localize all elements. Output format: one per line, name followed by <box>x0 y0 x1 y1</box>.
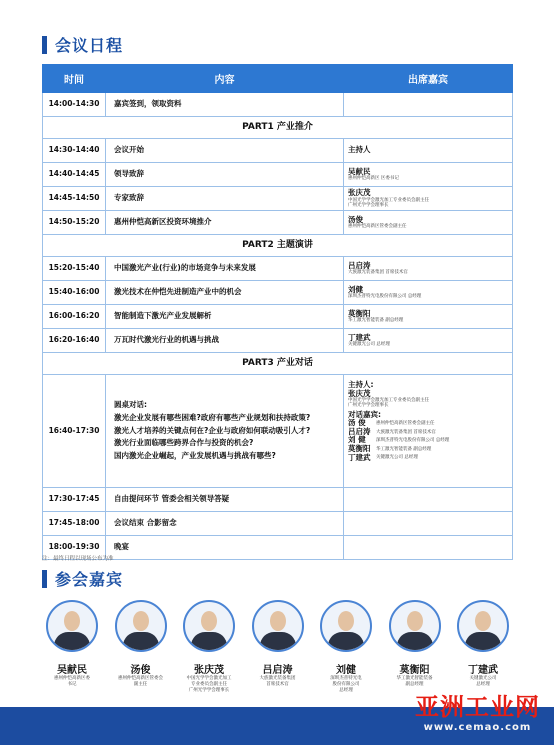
dialogue-guest-name: 吕启涛 <box>348 426 371 436</box>
table-row <box>43 512 513 536</box>
photo-body <box>465 632 501 652</box>
speaker-name: 刘健 <box>336 665 356 676</box>
part-heading: PART1 产业推介 <box>43 117 513 139</box>
header-content: 内容 <box>106 65 344 93</box>
watermark <box>415 687 540 733</box>
guest-title: 关键激光公司 总经理 <box>348 342 390 348</box>
roundtable-question: 国内激光企业崛起，产业发展机遇与挑战有哪些? <box>114 451 276 461</box>
part-row <box>43 235 513 257</box>
row-time: 16:20-16:40 <box>43 329 106 353</box>
row-content: 中国激光产业(行业)的市场竞争与未来发展 <box>106 257 344 281</box>
photo-head <box>270 611 286 631</box>
speaker-card <box>40 600 104 694</box>
table-header-row <box>43 65 513 93</box>
row-content: 智能制造下激光产业发展解析 <box>106 305 344 329</box>
agenda-body <box>43 93 513 560</box>
speaker-title: 华工激光智能装备 副总经理 <box>396 676 433 687</box>
host-label: 主持人: <box>348 380 374 389</box>
table-row <box>43 139 513 163</box>
part-heading: PART2 主题演讲 <box>43 235 513 257</box>
row-guest <box>344 281 513 305</box>
host-title: 中国光学学会激光加工专业委员会副主任 广州光学学会理事长 <box>348 398 429 409</box>
row-time: 16:00-16:20 <box>43 305 106 329</box>
title-bar-decoration <box>42 570 47 588</box>
guest-name: 莫衡阳 <box>348 308 371 318</box>
row-guest <box>344 163 513 187</box>
guest-title: 华工激光智能装备 副总经理 <box>348 318 404 324</box>
speaker-name: 丁建武 <box>468 665 498 676</box>
row-time: 15:20-15:40 <box>43 257 106 281</box>
row-time: 17:45-18:00 <box>43 512 106 536</box>
table-row <box>43 488 513 512</box>
guest-title: 大族激光装备集团 首席技术官 <box>348 270 408 276</box>
table-row <box>43 211 513 235</box>
watermark-url: www.cemao.com <box>423 722 532 733</box>
speaker-photo <box>320 600 372 652</box>
row-content: 嘉宾签到，领取资料 <box>106 93 344 117</box>
dialogue-guest-name: 汤 俊 <box>348 418 366 428</box>
title-bar-decoration <box>42 36 47 54</box>
watermark-logo: 亚洲工业网 <box>415 693 540 721</box>
guest-name: 汤俊 <box>348 214 363 224</box>
row-content: 专家致辞 <box>106 187 344 211</box>
agenda-title: 会议日程 <box>55 36 124 55</box>
row-content: 晚宴 <box>106 536 344 560</box>
speaker-photo <box>46 600 98 652</box>
part-row <box>43 353 513 375</box>
table-row <box>43 257 513 281</box>
photo-body <box>397 632 433 652</box>
roundtable-question: 激光行业面临哪些跨界合作与投资的机会? <box>114 438 254 448</box>
photo-head <box>64 611 80 631</box>
agenda-section-title <box>42 33 123 56</box>
guest-name: 吴献民 <box>348 166 371 176</box>
dialogue-guest-title: 华工激光智能装备 副总经理 <box>376 446 432 452</box>
guest-title: 惠州仲恺高新区管委会副主任 <box>348 224 407 230</box>
row-content: 会议结束 合影留念 <box>106 512 344 536</box>
row-content: 激光技术在仲恺先进制造产业中的机会 <box>106 281 344 305</box>
table-row <box>43 329 513 353</box>
speaker-photo <box>389 600 441 652</box>
speaker-title: 惠州仲恺高新区管委会 副主任 <box>118 676 163 687</box>
speakers-title: 参会嘉宾 <box>55 570 124 589</box>
row-content: 领导致辞 <box>106 163 344 187</box>
speaker-card <box>314 600 378 694</box>
guest-name: 张庆茂 <box>348 188 371 198</box>
guest-title: 惠州仲恺高新区 区委书记 <box>348 176 399 182</box>
photo-body <box>191 632 227 652</box>
dialogue-guest <box>348 419 508 428</box>
row-guest <box>344 305 513 329</box>
photo-head <box>201 611 217 631</box>
host-name: 张庆茂 <box>348 388 371 398</box>
speaker-name: 莫衡阳 <box>399 665 430 676</box>
guest-title: 深圳杰普特光电股份有限公司 总经理 <box>348 294 422 300</box>
guest-title: 中国光学学会激光加工专业委员会副主任 广州光学学会理事长 <box>348 197 429 208</box>
photo-head <box>133 611 149 631</box>
photo-body <box>328 632 364 652</box>
row-time: 14:45-14:50 <box>43 187 106 211</box>
speaker-photo <box>183 600 235 652</box>
roundtable-guests <box>344 375 513 488</box>
photo-head <box>475 611 491 631</box>
row-guest <box>344 512 513 536</box>
dialogue-guest-name: 刘 健 <box>348 435 366 445</box>
row-time: 14:50-15:20 <box>43 211 106 235</box>
row-time: 18:00-19:30 <box>43 536 106 560</box>
dialogue-guest-name: 莫衡阳 <box>348 444 371 454</box>
speaker-name: 张庆茂 <box>194 665 224 676</box>
speakers-row <box>40 600 515 694</box>
speaker-card <box>246 600 310 694</box>
dialogue-guest <box>348 454 508 463</box>
roundtable-question: 激光人才培养的关键点何在?企业与政府如何联动吸引人才? <box>114 425 311 435</box>
row-guest <box>344 187 513 211</box>
dialogue-guest-title: 惠州仲恺高新区管委会副主任 <box>376 420 435 426</box>
row-time: 17:30-17:45 <box>43 488 106 512</box>
speaker-title: 大族激光装备集团 首席技术官 <box>259 676 296 687</box>
dialogue-guest <box>348 445 508 454</box>
speaker-photo <box>252 600 304 652</box>
row-guest <box>344 211 513 235</box>
row-time: 15:40-16:00 <box>43 281 106 305</box>
guest-name: 丁建武 <box>348 332 371 342</box>
row-time: 16:40-17:30 <box>43 375 106 488</box>
photo-body <box>123 632 159 652</box>
speaker-title: 惠州仲恺高新区委 书记 <box>54 676 90 687</box>
row-guest <box>344 536 513 560</box>
speaker-title: 中国光学学会激光加工 专业委员会副主任 广州光学学会理事长 <box>186 676 232 693</box>
photo-head <box>338 611 354 631</box>
row-content: 万瓦时代激光行业的机遇与挑战 <box>106 329 344 353</box>
row-guest <box>344 257 513 281</box>
schedule-note: 注：最终日程以现场公布为准 <box>42 556 114 562</box>
speaker-card <box>451 600 515 694</box>
speaker-card <box>177 600 241 694</box>
header-guest: 出席嘉宾 <box>344 65 513 93</box>
photo-body <box>54 632 90 652</box>
table-row <box>43 163 513 187</box>
speaker-card <box>383 600 447 694</box>
speaker-title: 深圳杰普特光电 股份有限公司 总经理 <box>330 676 362 693</box>
header-time: 时间 <box>43 65 106 93</box>
row-content: 自由提问环节 管委会相关领导答疑 <box>106 488 344 512</box>
row-guest <box>344 139 513 163</box>
speaker-name: 吕启涛 <box>262 665 293 676</box>
part-row <box>43 117 513 139</box>
roundtable-content <box>106 375 344 488</box>
speaker-name: 汤俊 <box>130 665 151 676</box>
dialogue-guest-name: 丁建武 <box>348 452 371 462</box>
speaker-name: 吴献民 <box>57 665 87 676</box>
row-time: 14:30-14:40 <box>43 139 106 163</box>
roundtable-row <box>43 375 513 488</box>
row-time: 14:00-14:30 <box>43 93 106 117</box>
photo-head <box>407 611 423 631</box>
table-row <box>43 281 513 305</box>
roundtable-question: 激光企业发展有哪些困难?政府有哪些产业规划和扶持政策? <box>114 412 311 422</box>
dialogue-guest-title: 关键激光公司 总经理 <box>376 455 418 461</box>
table-row <box>43 305 513 329</box>
speaker-photo <box>115 600 167 652</box>
speaker-photo <box>457 600 509 652</box>
speaker-title: 关键激光公司 总经理 <box>469 676 497 687</box>
row-guest <box>344 93 513 117</box>
table-row <box>43 187 513 211</box>
row-guest <box>344 488 513 512</box>
roundtable-title: 圆桌对话: <box>114 400 147 410</box>
row-content: 惠州仲恺高新区投资环境推介 <box>106 211 344 235</box>
row-guest <box>344 329 513 353</box>
photo-body <box>260 632 296 652</box>
dialogue-guest <box>348 436 508 445</box>
part-heading: PART3 产业对话 <box>43 353 513 375</box>
agenda-table <box>42 64 513 560</box>
speaker-card <box>109 600 173 694</box>
table-row <box>43 93 513 117</box>
guest-name: 刘健 <box>348 284 363 294</box>
row-time: 14:40-14:45 <box>43 163 106 187</box>
guests-label: 对话嘉宾: <box>348 409 381 419</box>
dialogue-guest-title: 大族激光装备集团 首席技术官 <box>376 429 436 435</box>
speakers-section-title <box>42 567 123 590</box>
guest-name: 吕启涛 <box>348 260 371 270</box>
dialogue-guest <box>348 428 508 437</box>
dialogue-guest-title: 深圳杰普特光电股份有限公司 总经理 <box>376 438 450 444</box>
guest-name: 主持人 <box>348 145 371 155</box>
row-content: 会议开始 <box>106 139 344 163</box>
